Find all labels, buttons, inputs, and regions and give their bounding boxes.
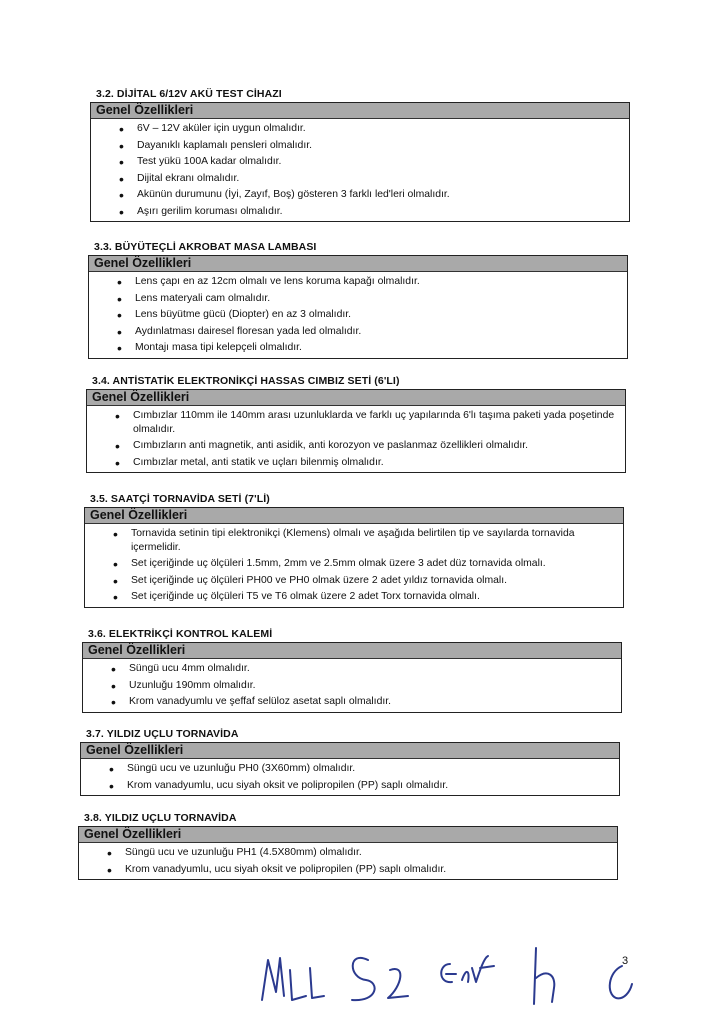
signature-2	[352, 958, 408, 1000]
spec-list	[91, 119, 629, 221]
list-item: • Set içeriğinde uç ölçüleri T5 ve T6 olmak üzere 2 adet Torx tornavida olmalı.	[113, 589, 617, 606]
section-cimbiz-seti	[86, 375, 626, 473]
spec-table	[84, 507, 624, 608]
signature-ink	[262, 948, 632, 1004]
signature-1	[262, 958, 324, 1000]
spec-table	[86, 389, 626, 473]
list-item: • Dijital ekranı olmalıdır.	[119, 171, 623, 188]
list-item: • Cımbızlar 110mm ile 140mm arası uzunluklarda ve farklı uç yapılarında 6'lı taşıma paketi yada poşetinde olmalıdır.	[115, 408, 619, 438]
spec-list	[87, 406, 625, 472]
section-yildiz-uclu-tornavida-ph1	[78, 812, 618, 880]
list-item: • Tornavida setinin tipi elektronikçi (Klemens) olmalı ve aşağıda belirtilen tip ve sayılarda tornavida içermelidir.	[113, 526, 617, 556]
spec-table	[78, 826, 618, 880]
table-header: Genel Özellikleri	[91, 103, 629, 119]
list-item: • Lens çapı en az 12cm olmalı ve lens koruma kapağı olmalıdır.	[117, 274, 621, 291]
section-aku-test-cihazi	[90, 88, 630, 222]
section-yildiz-uclu-tornavida-ph0	[80, 728, 620, 796]
section-title: 3.5. SAATÇİ TORNAVİDA SETİ (7'Lİ)	[90, 493, 270, 505]
list-item: • Test yükü 100A kadar olmalıdır.	[119, 154, 623, 171]
spec-list	[89, 272, 627, 358]
list-item: • Set içeriğinde uç ölçüleri PH00 ve PH0 olmak üzere 2 adet yıldız tornavida olmalı.	[113, 573, 617, 590]
signature-3	[441, 956, 494, 982]
signature-4	[534, 948, 554, 1004]
section-title: 3.7. YILDIZ UÇLU TORNAVİDA	[86, 728, 239, 740]
list-item: • Aydınlatması dairesel floresan yada led olmalıdır.	[117, 324, 621, 341]
section-title: 3.8. YILDIZ UÇLU TORNAVİDA	[84, 812, 237, 824]
list-item: • Uzunluğu 190mm olmalıdır.	[111, 678, 615, 695]
spec-table	[88, 255, 628, 359]
list-item: • Süngü ucu ve uzunluğu PH1 (4.5X80mm) olmalıdır.	[107, 845, 611, 862]
handwritten-signatures	[240, 930, 640, 1010]
spec-list	[81, 759, 619, 795]
table-header: Genel Özellikleri	[87, 390, 625, 406]
list-item: • Akünün durumunu (İyi, Zayıf, Boş) gösteren 3 farklı led'leri olmalıdır.	[119, 187, 623, 204]
table-header: Genel Özellikleri	[79, 827, 617, 843]
spec-list	[85, 524, 623, 607]
list-item: • Cımbızların anti magnetik, anti asidik, anti korozyon ve paslanmaz özellikleri olmalıdır.	[115, 438, 619, 455]
list-item: • Cımbızlar metal, anti statik ve uçları bilenmiş olmalıdır.	[115, 455, 619, 472]
list-item: • Krom vanadyumlu ve şeffaf selüloz asetat saplı olmalıdır.	[111, 694, 615, 711]
section-saatci-tornavida-seti	[84, 493, 624, 608]
section-title: 3.3. BÜYÜTEÇLİ AKROBAT MASA LAMBASI	[94, 241, 317, 253]
list-item: • Aşırı gerilim koruması olmalıdır.	[119, 204, 623, 221]
section-kontrol-kalemi	[82, 628, 622, 713]
spec-table	[80, 742, 620, 796]
spec-table	[90, 102, 630, 222]
list-item: • Lens büyütme gücü (Diopter) en az 3 olmalıdır.	[117, 307, 621, 324]
page-number: 3	[622, 955, 629, 967]
spec-list	[83, 659, 621, 712]
list-item: • 6V – 12V aküler için uygun olmalıdır.	[119, 121, 623, 138]
spec-table	[82, 642, 622, 713]
table-header: Genel Özellikleri	[81, 743, 619, 759]
table-header: Genel Özellikleri	[85, 508, 623, 524]
section-title: 3.6. ELEKTRİKÇİ KONTROL KALEMİ	[88, 628, 273, 640]
section-buyutecli-masa-lambasi	[88, 241, 628, 359]
list-item: • Süngü ucu 4mm olmalıdır.	[111, 661, 615, 678]
spec-list	[79, 843, 617, 879]
list-item: • Krom vanadyumlu, ucu siyah oksit ve polipropilen (PP) saplı olmalıdır.	[107, 862, 611, 879]
list-item: • Süngü ucu ve uzunluğu PH0 (3X60mm) olmalıdır.	[109, 761, 613, 778]
table-header: Genel Özellikleri	[83, 643, 621, 659]
section-title: 3.2. DİJİTAL 6/12V AKÜ TEST CİHAZI	[96, 88, 282, 100]
table-header: Genel Özellikleri	[89, 256, 627, 272]
section-title: 3.4. ANTİSTATİK ELEKTRONİKÇİ HASSAS CIMBIZ SETİ (6'LI)	[92, 375, 400, 387]
list-item: • Dayanıklı kaplamalı pensleri olmalıdır.	[119, 138, 623, 155]
signature-5	[610, 966, 632, 998]
list-item: • Lens materyali cam olmalıdır.	[117, 291, 621, 308]
list-item: • Krom vanadyumlu, ucu siyah oksit ve polipropilen (PP) saplı olmalıdır.	[109, 778, 613, 795]
list-item: • Montajı masa tipi kelepçeli olmalıdır.	[117, 340, 621, 357]
list-item: • Set içeriğinde uç ölçüleri 1.5mm, 2mm ve 2.5mm olmak üzere 3 adet düz tornavida olmalı.	[113, 556, 617, 573]
